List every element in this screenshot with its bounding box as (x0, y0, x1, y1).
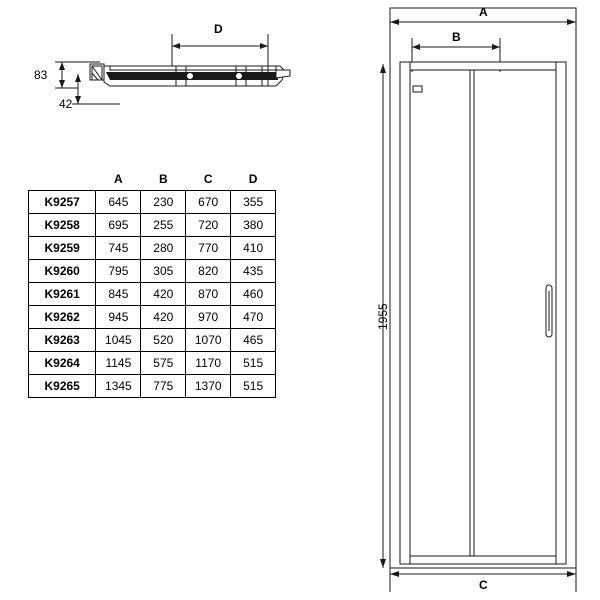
row-code: K9262 (29, 306, 96, 329)
top-view-label-42: 42 (59, 97, 73, 111)
top-view-dim-d (172, 34, 268, 70)
row-value-a: 1145 (96, 352, 141, 375)
row-value-d: 465 (231, 329, 276, 352)
row-code: K9264 (29, 352, 96, 375)
row-code: K9263 (29, 329, 96, 352)
front-view-label-height: 1955 (376, 303, 390, 330)
row-value-a: 745 (96, 237, 141, 260)
front-view-dim-c (390, 571, 576, 577)
spec-table-wrap (28, 168, 276, 398)
table-row (29, 329, 276, 352)
header-col-d: D (248, 172, 258, 186)
table-row (29, 260, 276, 283)
row-value-d: 355 (231, 191, 276, 214)
row-code: K9260 (29, 260, 96, 283)
header-col-c: C (203, 172, 213, 186)
row-value-d: 460 (231, 283, 276, 306)
row-value-b: 775 (141, 375, 186, 398)
row-code: K9259 (29, 237, 96, 260)
row-value-c: 970 (186, 306, 231, 329)
table-row (29, 283, 276, 306)
row-value-b: 420 (141, 283, 186, 306)
row-value-c: 1170 (186, 352, 231, 375)
front-view-label-b: B (452, 30, 461, 44)
table-row (29, 375, 276, 398)
row-value-a: 1345 (96, 375, 141, 398)
row-code: K9261 (29, 283, 96, 306)
row-code: K9265 (29, 375, 96, 398)
front-view-door (400, 62, 566, 564)
row-value-c: 870 (186, 283, 231, 306)
top-view-label-d: D (214, 22, 223, 36)
table-row (29, 191, 276, 214)
row-value-d: 515 (231, 375, 276, 398)
row-value-a: 695 (96, 214, 141, 237)
row-value-d: 380 (231, 214, 276, 237)
spec-table (28, 168, 276, 398)
row-value-a: 945 (96, 306, 141, 329)
top-view-profile (90, 64, 290, 86)
row-value-b: 420 (141, 306, 186, 329)
row-value-d: 470 (231, 306, 276, 329)
row-value-c: 1070 (186, 329, 231, 352)
row-code: K9258 (29, 214, 96, 237)
row-value-b: 305 (141, 260, 186, 283)
row-value-a: 795 (96, 260, 141, 283)
table-header-row (29, 168, 276, 191)
row-value-b: 255 (141, 214, 186, 237)
front-view-label-a: A (479, 5, 488, 19)
row-value-c: 1370 (186, 375, 231, 398)
row-value-b: 520 (141, 329, 186, 352)
spec-table-head (29, 168, 276, 191)
row-value-d: 410 (231, 237, 276, 260)
spec-table-body (29, 191, 276, 398)
header-col-a: A (114, 172, 123, 186)
row-value-d: 515 (231, 352, 276, 375)
row-value-c: 720 (186, 214, 231, 237)
table-row (29, 214, 276, 237)
row-value-a: 1045 (96, 329, 141, 352)
header-col-b: B (158, 172, 168, 186)
row-value-d: 435 (231, 260, 276, 283)
row-value-a: 645 (96, 191, 141, 214)
front-view-label-c: C (479, 578, 488, 592)
row-value-a: 845 (96, 283, 141, 306)
row-value-c: 820 (186, 260, 231, 283)
row-value-c: 670 (186, 191, 231, 214)
table-row (29, 352, 276, 375)
row-value-b: 230 (141, 191, 186, 214)
row-value-c: 770 (186, 237, 231, 260)
row-code: K9257 (29, 191, 96, 214)
top-view-label-83: 83 (34, 68, 48, 82)
table-row (29, 306, 276, 329)
row-value-b: 280 (141, 237, 186, 260)
header-blank (29, 168, 96, 191)
row-value-b: 575 (141, 352, 186, 375)
table-row (29, 237, 276, 260)
